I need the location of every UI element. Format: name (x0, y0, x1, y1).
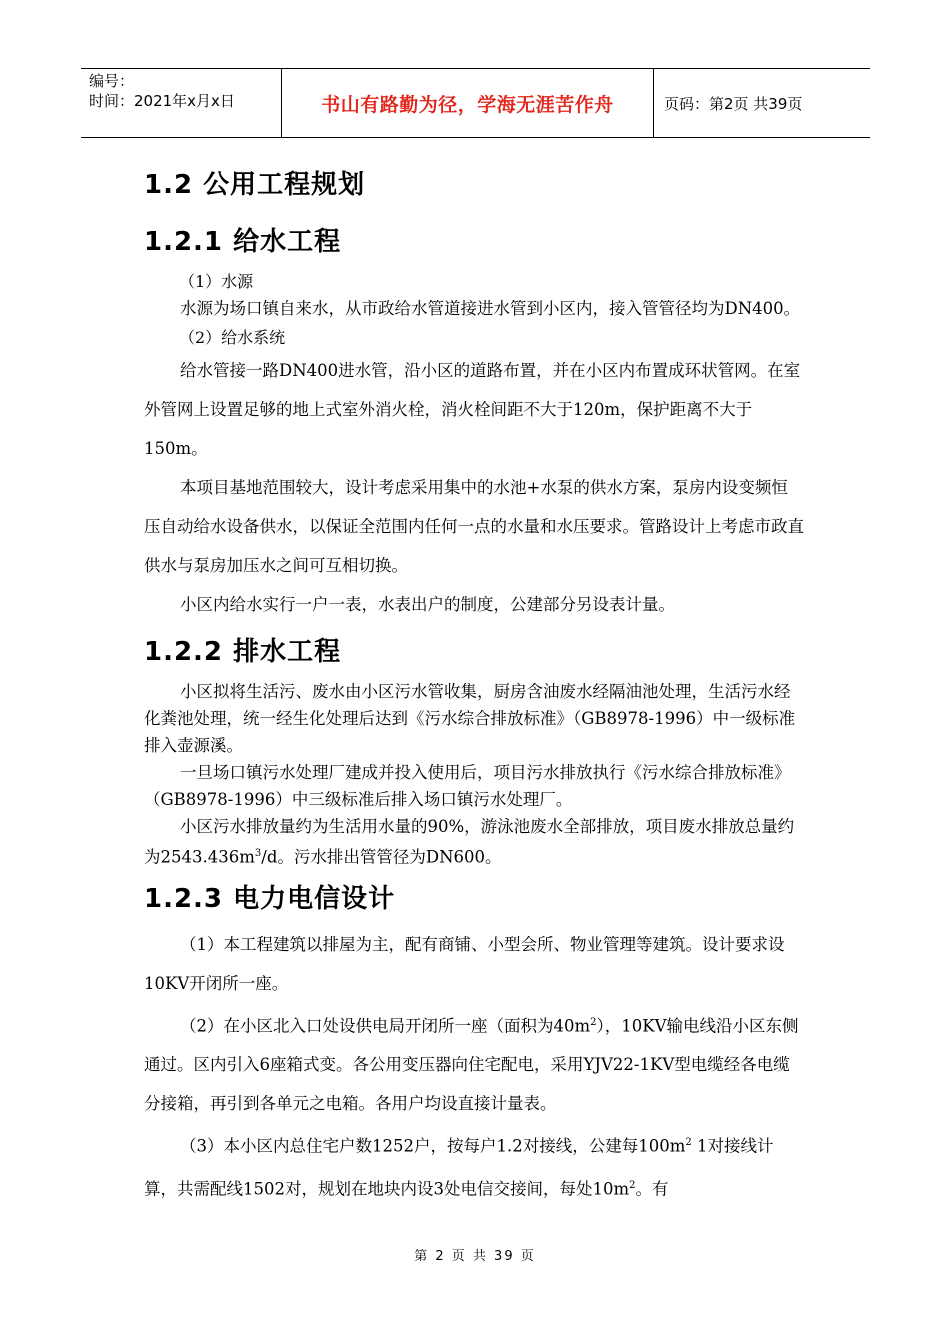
water-source-text: 水源为场口镇自来水，从市政给水管道接进水管到小区内，接入管管径均为DN400。 (180, 299, 801, 318)
water-source-label: （1）水源 (179, 272, 254, 291)
drainage-title: 1.2.2 排水工程 (144, 637, 342, 667)
power-para-2: （2）在小区北入口处设供电局开闭所一座（面积为$40m^2$），10KV输电线沿小区东侧通过。区内引入6座箱式变。各公用变压器向住宅配电，采用YJV22-1KV型电缆经各电缆分接箱，再引到各单元之电箱。各用户均设直接计量表。 (144, 1016, 799, 1113)
drainage-para-2: 一旦场口镇污水处理厂建成并投入使用后，项目污水排放执行《污水综合排放标准》（GB8978-1996）中三级标准后排入场口镇污水处理厂。 (144, 763, 791, 809)
header-motto: 书山有路勤为径，学海无涯苦作舟 (282, 69, 654, 137)
header-table (81, 68, 870, 138)
water-system-label: （2）给水系统 (179, 328, 286, 347)
document-number-label: 编号： (89, 72, 135, 90)
water-system-para-2: 本项目基地范围较大，设计考虑采用集中的水池+水泵的供水方案，泵房内设变频恒压自动给水设备供水，以保证全范围内任何一点的水量和水压要求。管路设计上考虑市政直供水与泵房加压水之间可互相切换。 (144, 478, 804, 575)
drainage-para-3: 小区污水排放量约为生活用水量的90%，游泳池废水全部排放，项目废水排放总量约为$2543.436m^3/d$。污水排出管管径为DN600。 (144, 817, 795, 867)
document-date-label: 时间：2021年x月x日 (89, 92, 235, 110)
section-title: 1.2 公用工程规划 (144, 170, 366, 200)
page-footer: 第 2 页 共 39 页 (414, 1249, 536, 1264)
water-system-para-3: 小区内给水实行一户一表，水表出户的制度，公建部分另设表计量。 (180, 595, 675, 614)
water-system-para-1: 给水管接一路DN400进水管，沿小区的道路布置，并在小区内布置成环状管网。在室外管网上设置足够的地上式室外消火栓，消火栓间距不大于120m，保护距离不大于150m。 (144, 361, 801, 458)
header-page-label: 页码：第2页 共39页 (664, 94, 803, 113)
water-supply-title: 1.2.1 给水工程 (144, 227, 342, 257)
power-title: 1.2.3 电力电信设计 (144, 883, 396, 914)
power-para-3: （3）本小区内总住宅户数1252户，按每户1.2对接线，公建每$100m^2$ 1对接线计算，共需配线1502对，规划在地块内设3处电信交接间，每处$10m^2$。有 (144, 1136, 774, 1198)
drainage-para-1: 小区拟将生活污、废水由小区污水管收集，厨房含油废水经隔油池处理，生活污水经化粪池处理，统一经生化处理后达到《污水综合排放标准》（GB8978-1996）中一级标准排入壶源溪。 (144, 682, 796, 755)
document-body (144, 160, 804, 1208)
header-left-cell (81, 69, 282, 137)
power-para-1: （1）本工程建筑以排屋为主，配有商铺、小型会所、物业管理等建筑。设计要求设10KV开闭所一座。 (144, 934, 785, 993)
